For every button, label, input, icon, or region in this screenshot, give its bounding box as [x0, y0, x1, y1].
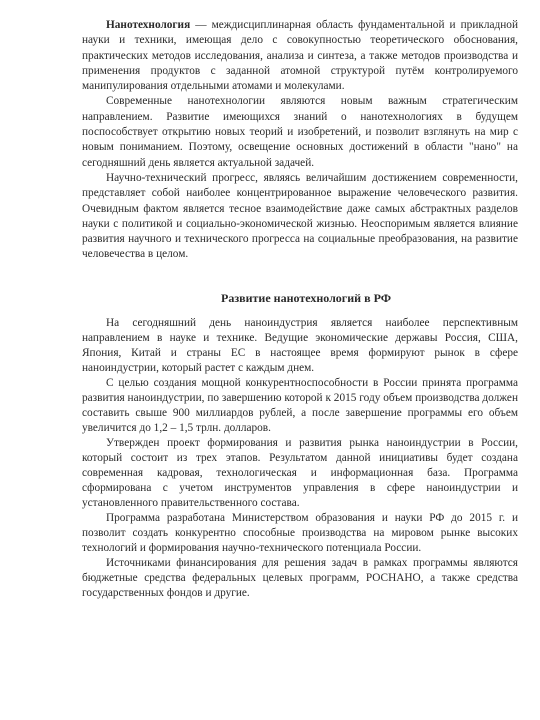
section-paragraph: На сегодняшний день наноиндустрия является наиболее перспективным направлением в науке и технике. Ведущие экономические державы Россия, США, Япония, Китай и страны ЕС в настоящее время формируют рынок в сфере наноиндустрии, который растет с каждым днем. — [82, 316, 518, 374]
section-paragraph: Источниками финансирования для решения задач в рамках программы являются бюджетные средства федеральных целевых программ, РОСНАНО, а также средства государственных фондов и другие. — [82, 556, 518, 599]
section-paragraph: Программа разработана Министерством образования и науки РФ до 2015 г. и позволит создать конкурентно способные производства на мировом рынке высоких технологий и формирования научно-технического потенциала России. — [82, 511, 518, 554]
section-paragraph: С целью создания мощной конкурентноспособности в России принята программа развития наноиндустрии, по завершению которой к 2015 году объем производства должен составить свыше 900 миллиардов рублей, а после завершение программы его объем увеличится до 1,2 – 1,5 трлн. долларов. — [82, 376, 518, 434]
intro-paragraph-3: Научно-технический прогресс, являясь величайшим достижением современности, представляет собой наиболее концентрированное выражение человеческого развития. Очевидным фактом является тесное взаимодействие даже самых абстрактных разделов науки с политикой и социально-экономической жизнью. Неоспоримым является влияние развития научного и технического прогресса на социальные преобразования, на развитие человечества в целом. — [82, 171, 518, 261]
section-paragraph: Утвержден проект формирования и развития рынка наноиндустрии в России, который состоит из трех этапов. Результатом данной инициативы будет создана современная кадровая, технологическая и информационная база. Программа сформирована с учетом инструментов управления в сфере наноиндустрии и установленного правительственного состава. — [82, 436, 518, 509]
intro-paragraph-1-text: — междисциплинарная область фундаментальной и прикладной науки и техники, имеющая дело с совокупностью теоретического обоснования, практических методов исследования, анализа и синтеза, а также методов производства и применения продуктов с заданной атомной структурой путём контролируемого манипулирования отдельными атомами и молекулами. — [82, 19, 518, 93]
term-nanotechnology: Нанотехнология — [106, 19, 191, 31]
intro-paragraph-2: Современные нанотехнологии являются новым важным стратегическим направлением. Развитие имеющихся знаний о нанотехнологиях в будущем поспособствует открытию новых теорий и изобретений, и позволит взглянуть на мир с новым пониманием. Поэтому, освещение основных достижений в области "нано" на сегодняшний день является актуальной задачей. — [82, 95, 518, 169]
section-heading: Развитие нанотехнологий в РФ — [220, 290, 391, 305]
intro-paragraph-1 — [82, 18, 518, 94]
section-body — [82, 316, 518, 601]
